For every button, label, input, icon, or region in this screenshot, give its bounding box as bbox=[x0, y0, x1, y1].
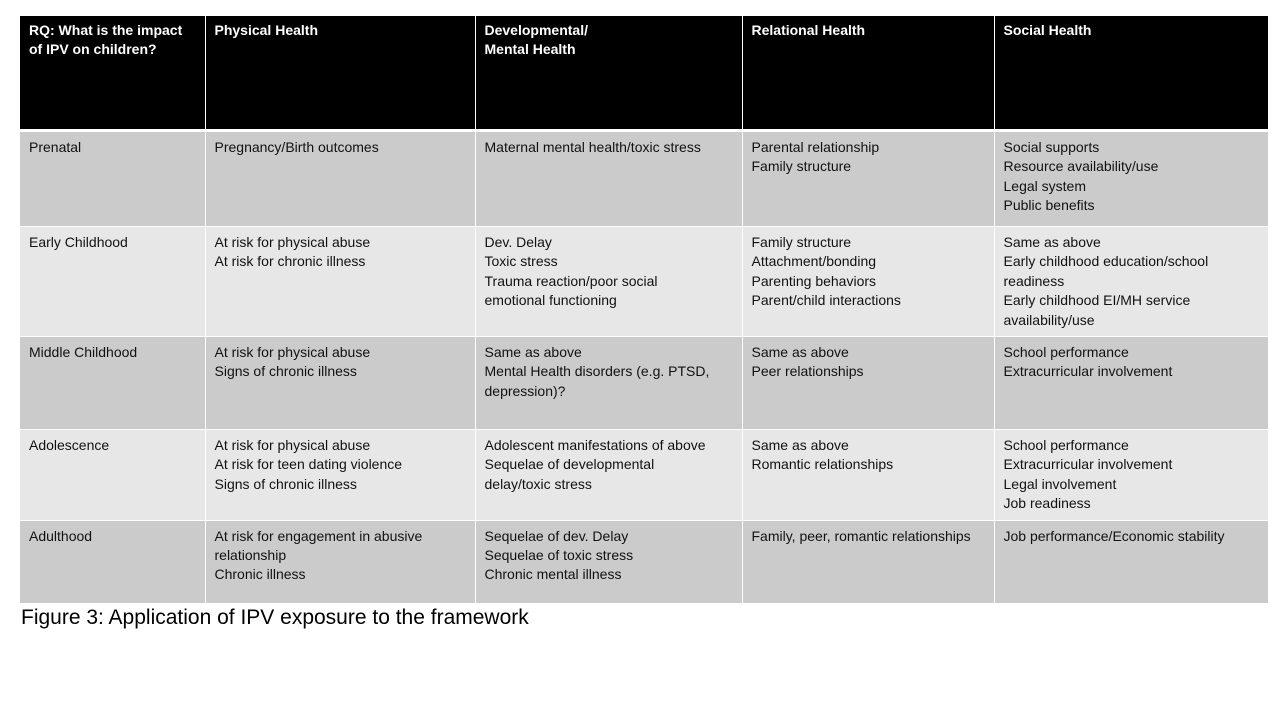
cell-line: At risk for physical abuse bbox=[214, 234, 371, 250]
cell-line: Mental Health disorders (e.g. PTSD, bbox=[484, 363, 710, 380]
table-row bbox=[20, 131, 1268, 227]
header-physical-health bbox=[205, 16, 475, 131]
cell-line: Same as above bbox=[1003, 234, 1101, 250]
table-row bbox=[20, 430, 1268, 521]
cell-developmental-health bbox=[475, 520, 742, 603]
cell-line: Same as above bbox=[751, 437, 849, 454]
table-row bbox=[20, 227, 1268, 337]
cell-line: Sequelae of dev. Delay bbox=[484, 527, 629, 544]
cell-physical-health bbox=[205, 430, 475, 521]
cell-line: At risk for chronic illness bbox=[214, 253, 366, 270]
cell-line: Job performance/Economic stability bbox=[1003, 527, 1225, 544]
cell-line: delay/toxic stress bbox=[484, 475, 592, 492]
cell-line: Same as above bbox=[751, 344, 849, 361]
cell-relational-health bbox=[742, 131, 994, 227]
cell-relational-health bbox=[742, 430, 994, 521]
cell-line: School performance bbox=[1003, 344, 1129, 361]
header-line: of IPV on children? bbox=[29, 41, 157, 58]
cell-line: Parent/child interactions bbox=[751, 292, 901, 309]
cell-social-health bbox=[994, 520, 1268, 603]
cell-line: Same as above bbox=[484, 344, 582, 361]
header-line: Mental Health bbox=[484, 41, 576, 58]
cell-line: Parenting behaviors bbox=[751, 272, 877, 289]
cell-physical-health bbox=[205, 337, 475, 430]
cell-line: readiness bbox=[1003, 272, 1065, 289]
cell-line: School performance bbox=[1003, 437, 1129, 454]
header-developmental-mental-health bbox=[475, 16, 742, 131]
cell-line: Resource availability/use bbox=[1003, 158, 1159, 175]
cell-life-stage: Adulthood bbox=[20, 520, 205, 603]
cell-line: Legal involvement bbox=[1003, 475, 1117, 492]
cell-developmental-health bbox=[475, 227, 742, 337]
cell-relational-health bbox=[742, 337, 994, 430]
cell-life-stage: Prenatal bbox=[20, 131, 205, 227]
cell-relational-health bbox=[742, 227, 994, 337]
cell-line: emotional functioning bbox=[484, 292, 617, 309]
cell-line: Peer relationships bbox=[751, 363, 864, 380]
cell-life-stage: Adolescence bbox=[20, 430, 205, 521]
cell-line: Early childhood EI/MH service bbox=[1003, 292, 1191, 309]
cell-line: Family, peer, romantic relationships bbox=[751, 527, 971, 544]
cell-line: Job readiness bbox=[1003, 495, 1091, 512]
cell-line: Toxic stress bbox=[484, 253, 558, 270]
cell-line: Social supports bbox=[1003, 139, 1100, 155]
figure-caption: Figure 3: Application of IPV exposure to the framework bbox=[21, 606, 529, 629]
header-line: RQ: What is the impact bbox=[29, 22, 183, 38]
header-line: Developmental/ bbox=[484, 22, 588, 38]
header-line: Physical Health bbox=[214, 22, 318, 38]
cell-line: Signs of chronic illness bbox=[214, 363, 357, 380]
table-row bbox=[20, 337, 1268, 430]
cell-life-stage: Middle Childhood bbox=[20, 337, 205, 430]
ipv-framework-table bbox=[20, 16, 1268, 604]
cell-line: Pregnancy/Birth outcomes bbox=[214, 139, 379, 155]
cell-social-health bbox=[994, 430, 1268, 521]
cell-line: Chronic mental illness bbox=[484, 566, 622, 583]
cell-line: Extracurricular involvement bbox=[1003, 456, 1173, 473]
cell-line: relationship bbox=[214, 547, 287, 564]
cell-line: At risk for engagement in abusive bbox=[214, 527, 423, 544]
cell-line: Maternal mental health/toxic stress bbox=[484, 139, 701, 155]
cell-line: depression)? bbox=[484, 382, 566, 399]
framework-table-container bbox=[20, 16, 1268, 604]
cell-social-health bbox=[994, 227, 1268, 337]
cell-line: Extracurricular involvement bbox=[1003, 363, 1173, 380]
cell-line: Romantic relationships bbox=[751, 456, 894, 473]
cell-line: Adolescent manifestations of above bbox=[484, 437, 706, 454]
header-research-question bbox=[20, 16, 205, 131]
table-header bbox=[20, 16, 1268, 131]
cell-line: Early childhood education/school bbox=[1003, 253, 1209, 270]
cell-line: Dev. Delay bbox=[484, 234, 552, 250]
cell-line: Family structure bbox=[751, 158, 852, 175]
header-line: Social Health bbox=[1003, 22, 1092, 38]
header-line: Relational Health bbox=[751, 22, 866, 38]
cell-line: Legal system bbox=[1003, 177, 1086, 194]
header-relational-health bbox=[742, 16, 994, 131]
cell-line: At risk for physical abuse bbox=[214, 344, 371, 361]
cell-social-health bbox=[994, 337, 1268, 430]
cell-line: availability/use bbox=[1003, 311, 1095, 328]
cell-line: At risk for teen dating violence bbox=[214, 456, 403, 473]
cell-line: Sequelae of toxic stress bbox=[484, 547, 634, 564]
table-row bbox=[20, 520, 1268, 603]
cell-relational-health bbox=[742, 520, 994, 603]
cell-line: Parental relationship bbox=[751, 139, 880, 155]
cell-physical-health bbox=[205, 520, 475, 603]
cell-line: Family structure bbox=[751, 234, 852, 250]
cell-physical-health bbox=[205, 227, 475, 337]
cell-physical-health bbox=[205, 131, 475, 227]
cell-line: Sequelae of developmental bbox=[484, 456, 655, 473]
table-body bbox=[20, 131, 1268, 604]
cell-line: At risk for physical abuse bbox=[214, 437, 371, 454]
cell-developmental-health bbox=[475, 131, 742, 227]
header-row bbox=[20, 16, 1268, 131]
header-social-health bbox=[994, 16, 1268, 131]
cell-line: Trauma reaction/poor social bbox=[484, 272, 658, 289]
cell-line: Signs of chronic illness bbox=[214, 475, 357, 492]
cell-line: Chronic illness bbox=[214, 566, 306, 583]
cell-developmental-health bbox=[475, 337, 742, 430]
cell-life-stage: Early Childhood bbox=[20, 227, 205, 337]
cell-developmental-health bbox=[475, 430, 742, 521]
cell-social-health bbox=[994, 131, 1268, 227]
cell-line: Attachment/bonding bbox=[751, 253, 877, 270]
cell-line: Public benefits bbox=[1003, 197, 1095, 214]
